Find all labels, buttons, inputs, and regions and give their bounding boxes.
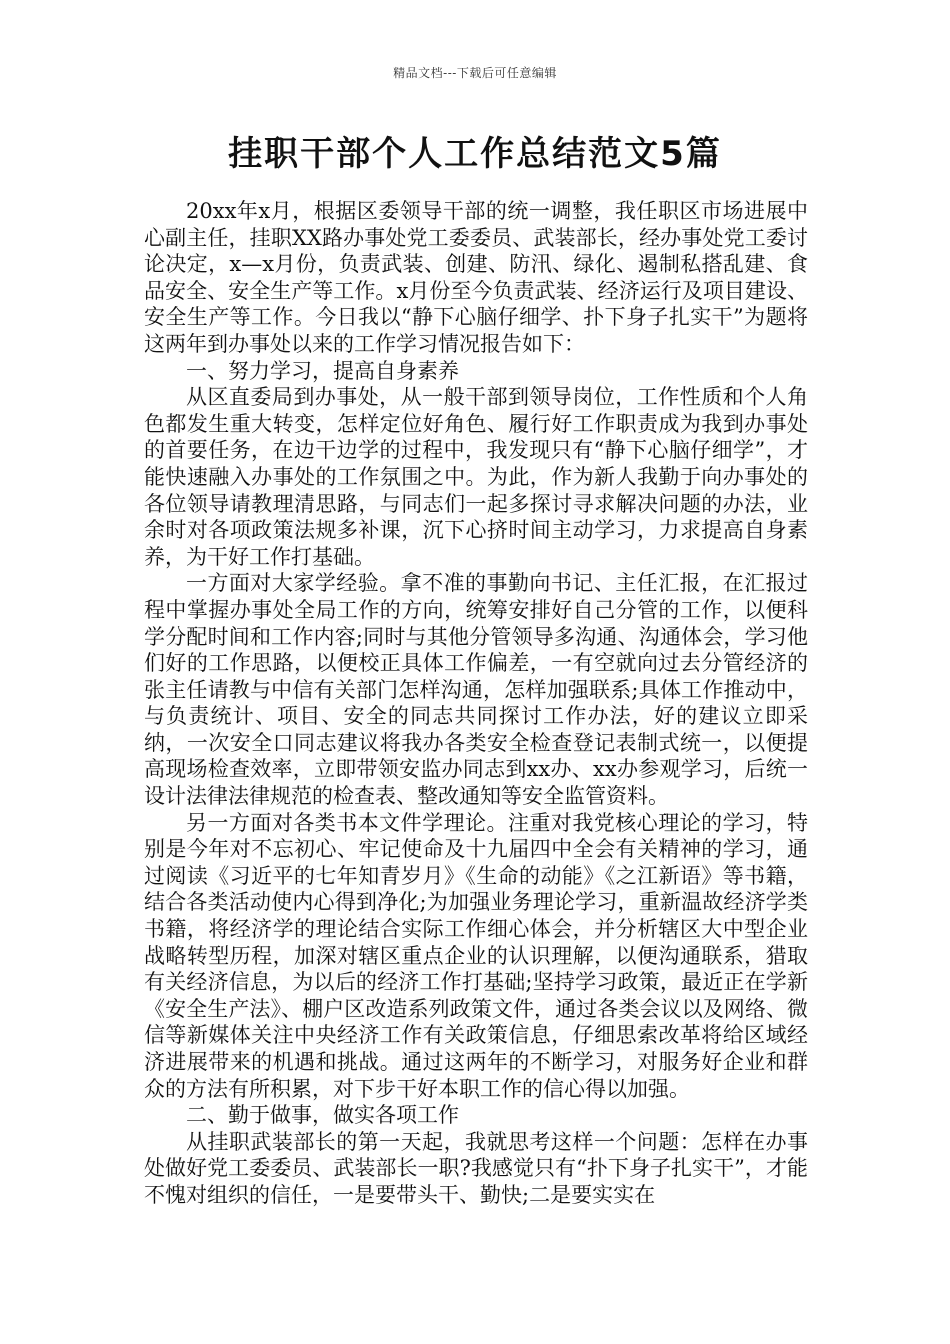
document-body — [144, 198, 808, 1209]
paragraph-intro: 20xx年x月，根据区委领导干部的统一调整，我任职区市场进展中心副主任，挂职XX路办事处党工委委员、武装部长，经办事处党工委讨论决定，x—x月份，负责武装、创建、防汛、绿化、遏制私搭乱建、食品安全、安全生产等工作。x月份至今负责武装、经济运行及项目建设、安全生产等工作。今日我以“静下心脑仔细学、扑下身子扎实干”为题将这两年到办事处以来的工作学习情况报告如下： — [144, 199, 808, 356]
section-heading-1: 一、努力学习，提高自身素养 — [186, 358, 459, 383]
paragraph-4: 从挂职武装部长的第一天起，我就思考这样一个问题：怎样在办事处做好党工委委员、武装部长一职?我感觉只有“扑下身子扎实干”，才能不愧对组织的信任，一是要带头干、勤快;二是要实实在 — [144, 1129, 808, 1207]
paragraph-1: 从区直委局到办事处，从一般干部到领导岗位，工作性质和个人角色都发生重大转变，怎样定位好角色、履行好工作职责成为我到办事处的首要任务，在边干边学的过程中，我发现只有“静下心脑仔细学”，才能快速融入办事处的工作氛围之中。为此，作为新人我勤于向办事处的各位领导请教理清思路，与同志们一起多探讨寻求解决问题的办法，业余时对各项政策法规多补课，沉下心挤时间主动学习，力求提高自身素养，为干好工作打基础。 — [144, 385, 808, 569]
paragraph-2: 一方面对大家学经验。拿不准的事勤向书记、主任汇报，在汇报过程中掌握办事处全局工作的方向，统筹安排好自己分管的工作，以便科学分配时间和工作内容;同时与其他分管领导多沟通、沟通体会，学习他们好的工作思路，以便校正具体工作偏差，一有空就向过去分管经济的张主任请教与中信有关部门怎样沟通，怎样加强联系;具体工作推动中，与负责统计、项目、安全的同志共同探讨工作办法，好的建议立即采纳，一次安全口同志建议将我办各类安全检查登记表制式统一，以便提高现场检查效率，立即带领安监办同志到xx办、xx办参观学习，后统一设计法律法律规范的检查表、整改通知等安全监管资料。 — [144, 571, 808, 809]
header-note: 精品文档---下载后可任意编辑 — [393, 66, 557, 80]
section-heading-2: 二、勤于做事，做实各项工作 — [186, 1103, 459, 1128]
paragraph-3: 另一方面对各类书本文件学理论。注重对我党核心理论的学习，特别是今年对不忘初心、牢记使命及十九届四中全会有关精神的学习，通过阅读《习近平的七年知青岁月》《生命的动能》《之江新语》等书籍，结合各类活动使内心得到净化;为加强业务理论学习，重新温故经济学类书籍，将经济学的理论结合实际工作细心体会，并分析辖区大中型企业战略转型历程，加深对辖区重点企业的认识理解，以便沟通联系，猎取有关经济信息，为以后的经济工作打基础;坚持学习政策，最近正在学新《安全生产法》、棚户区改造系列政策文件，通过各类会议以及网络、微信等新媒体关注中央经济工作有关政策信息，仔细思索改革将给区域经济进展带来的机遇和挑战。通过这两年的不断学习，对服务好企业和群众的方法有所积累，对下步干好本职工作的信心得以加强。 — [144, 810, 808, 1101]
page-title: 挂职干部个人工作总结范文5篇 — [228, 134, 722, 174]
